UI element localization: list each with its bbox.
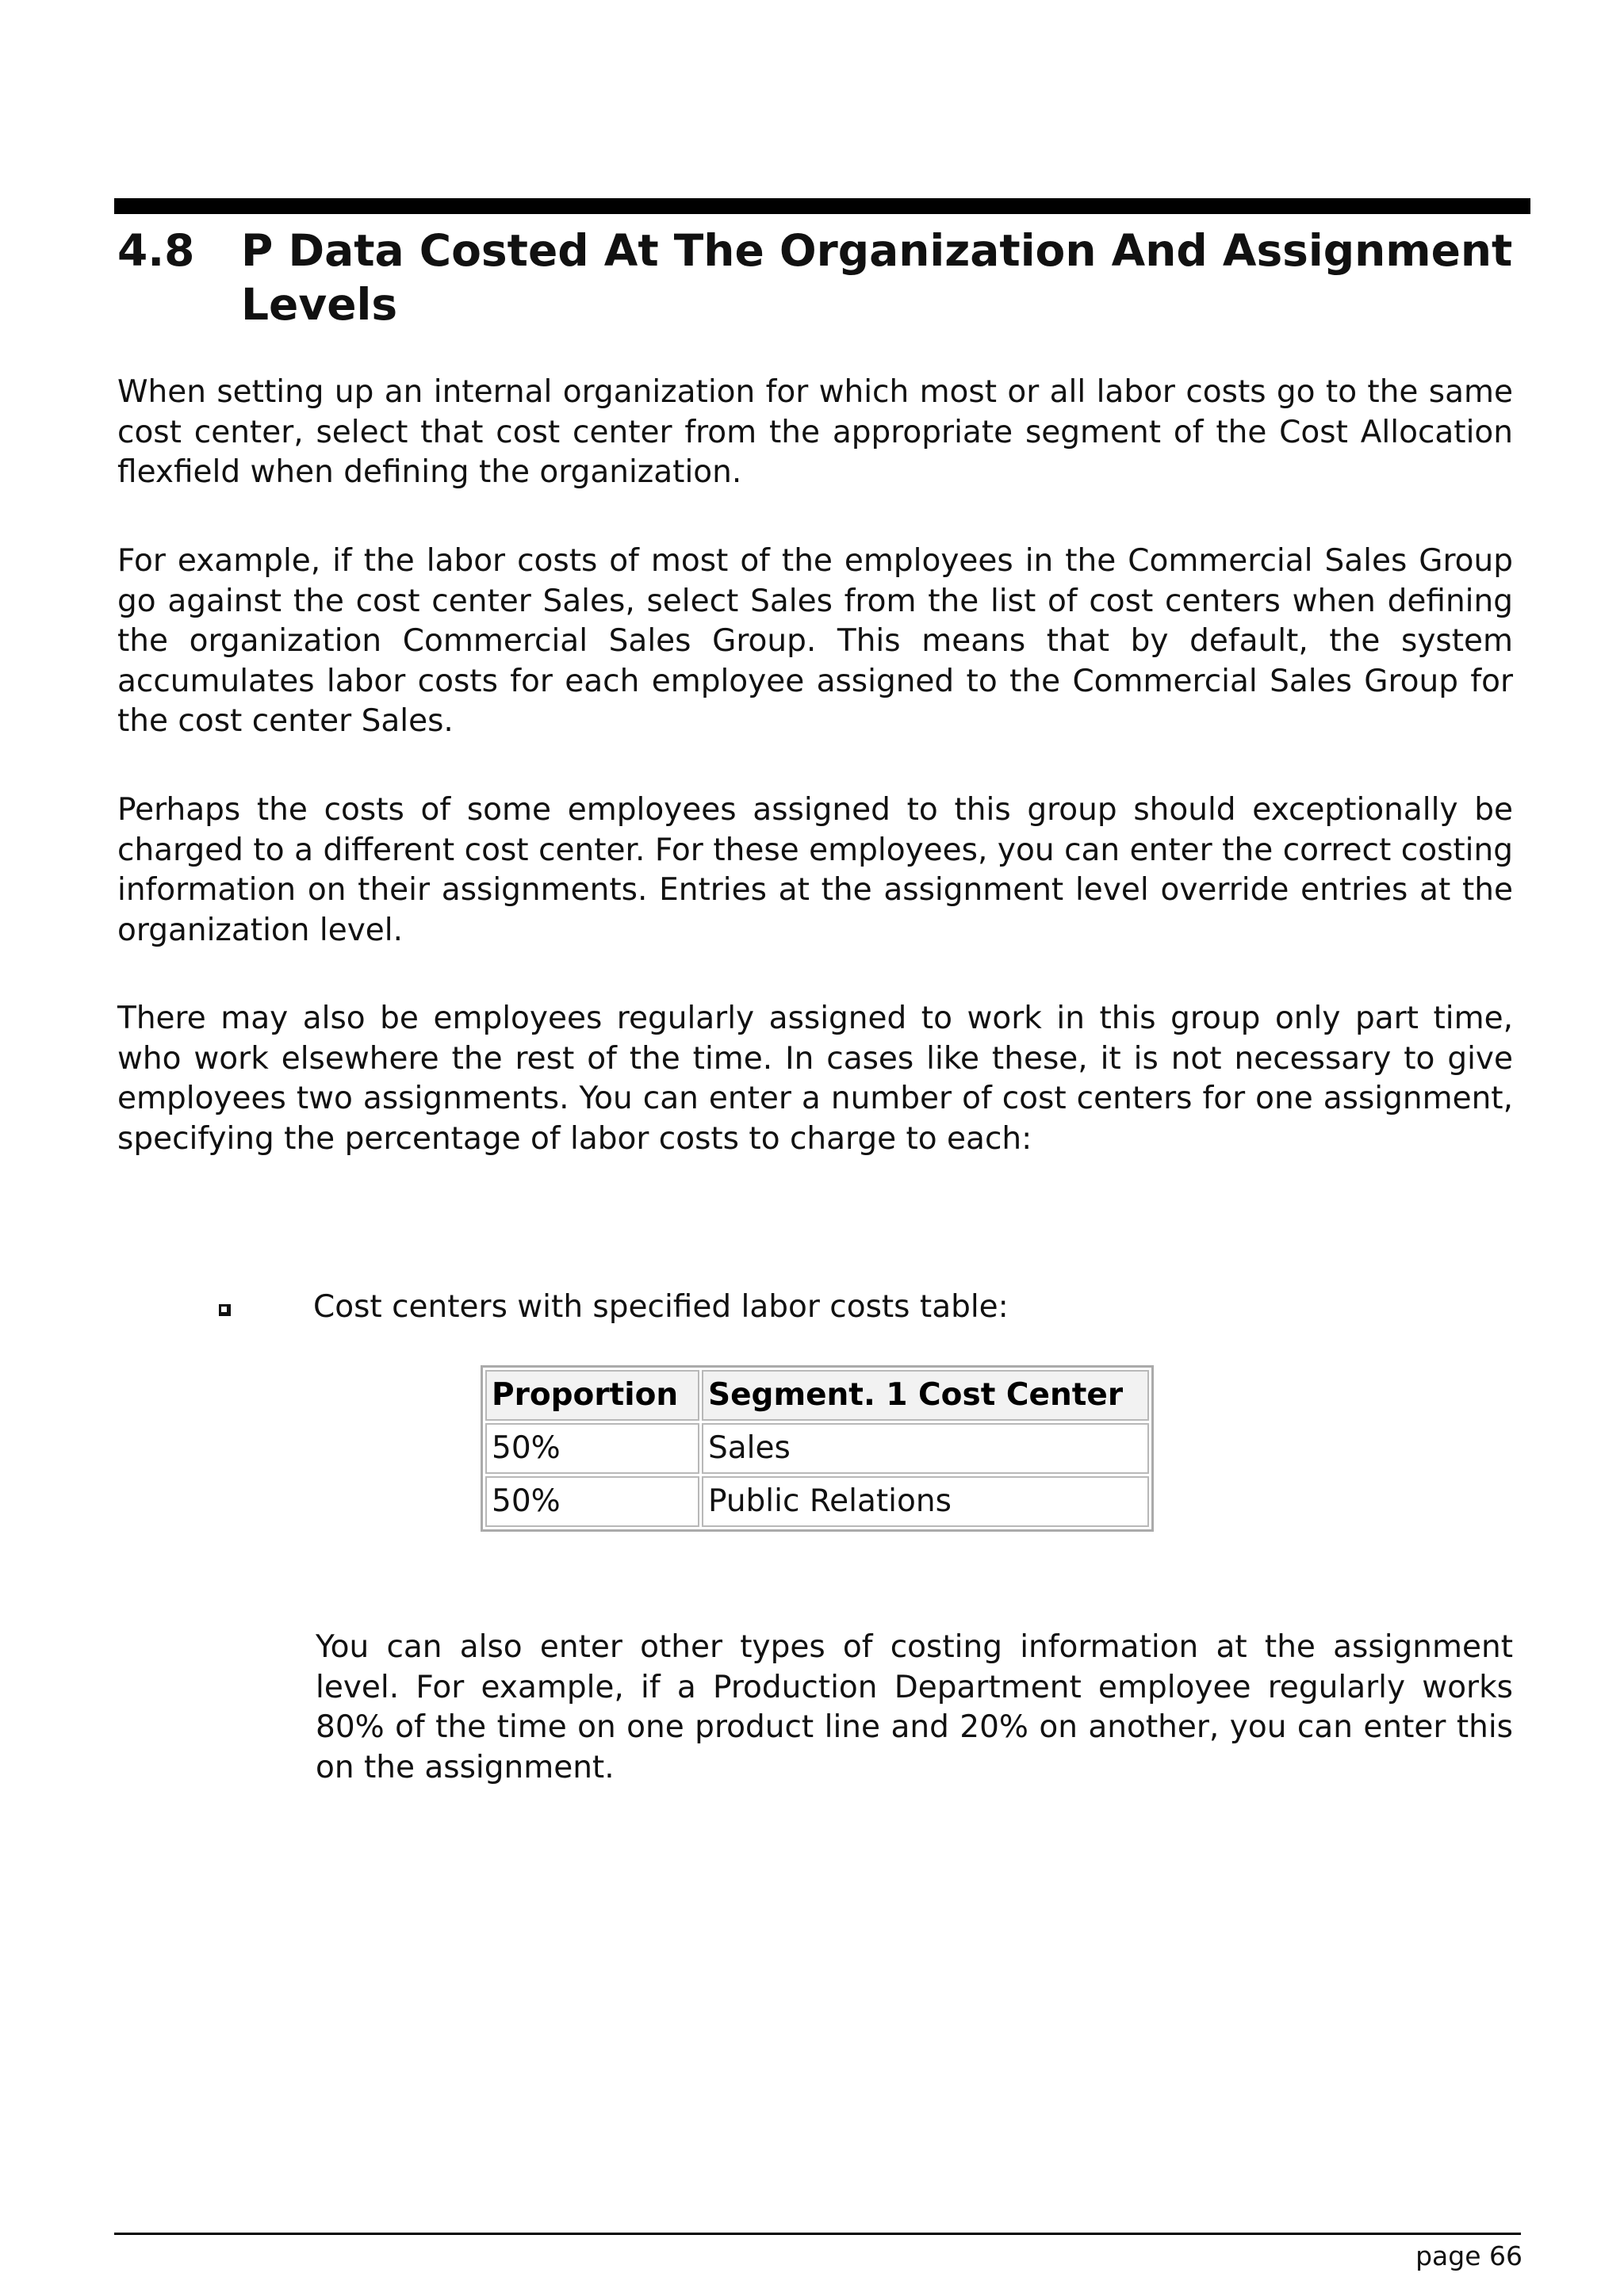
section-number: 4.8 [117, 225, 195, 276]
paragraph-1: When setting up an internal organization for which most or all labor costs go to the same cost center, select that cost center from the appropriate segment of the Cost Allocation flexfield when defining the organization. [117, 374, 1513, 490]
table-cell-proportion: 50% [485, 1423, 699, 1474]
footer-divider [114, 2233, 1521, 2235]
bullet-item [219, 1288, 1009, 1327]
cost-centers-table [481, 1365, 1154, 1532]
table-cell-cost-center: Public Relations [702, 1476, 1149, 1527]
paragraph-3: Perhaps the costs of some employees assigned to this group should exceptionally be charged to a different cost center. For these employees, you can enter the correct costing information on their assignments. Entries at the assignment level override entries at the organization level. [117, 792, 1513, 948]
paragraph-2: For example, if the labor costs of most of the employees in the Commercial Sales Group go against the cost center Sales, select Sales from the list of cost centers when defining the organization Commercial Sales Group. This means that by default, the system accumulates labor costs for each employee assigned to the Commercial Sales Group for the cost center Sales. [117, 543, 1513, 739]
table-row [485, 1476, 1149, 1527]
checkbox-bullet-icon [219, 1304, 231, 1316]
top-divider [114, 198, 1530, 214]
table-header-row [485, 1370, 1149, 1421]
closing-paragraph: You can also enter other types of costing information at the assignment level. For example, if a Production Department employee regularly works 80% of the time on one product line and 20% on another, you can enter this on the assignment. [316, 1629, 1513, 1785]
table-row [485, 1423, 1149, 1474]
table-cell-proportion: 50% [485, 1476, 699, 1527]
section-title: P Data Costed At The Organization And Assignment Levels [241, 225, 1513, 330]
paragraph-4: There may also be employees regularly assigned to work in this group only part time, who work elsewhere the rest of the time. In cases like these, it is not necessary to give employees two assignments. You can enter a number of cost centers for one assignment, specifying the percentage of labor costs to charge to each: [117, 1001, 1513, 1157]
page-number: page 66 [1415, 2241, 1522, 2271]
section-heading [117, 224, 1537, 331]
column-header-proportion: Proportion [485, 1370, 699, 1421]
table-cell-cost-center: Sales [702, 1423, 1149, 1474]
column-header-cost-center: Segment. 1 Cost Center [702, 1370, 1149, 1421]
bullet-text: Cost centers with specified labor costs table: [313, 1289, 1009, 1325]
